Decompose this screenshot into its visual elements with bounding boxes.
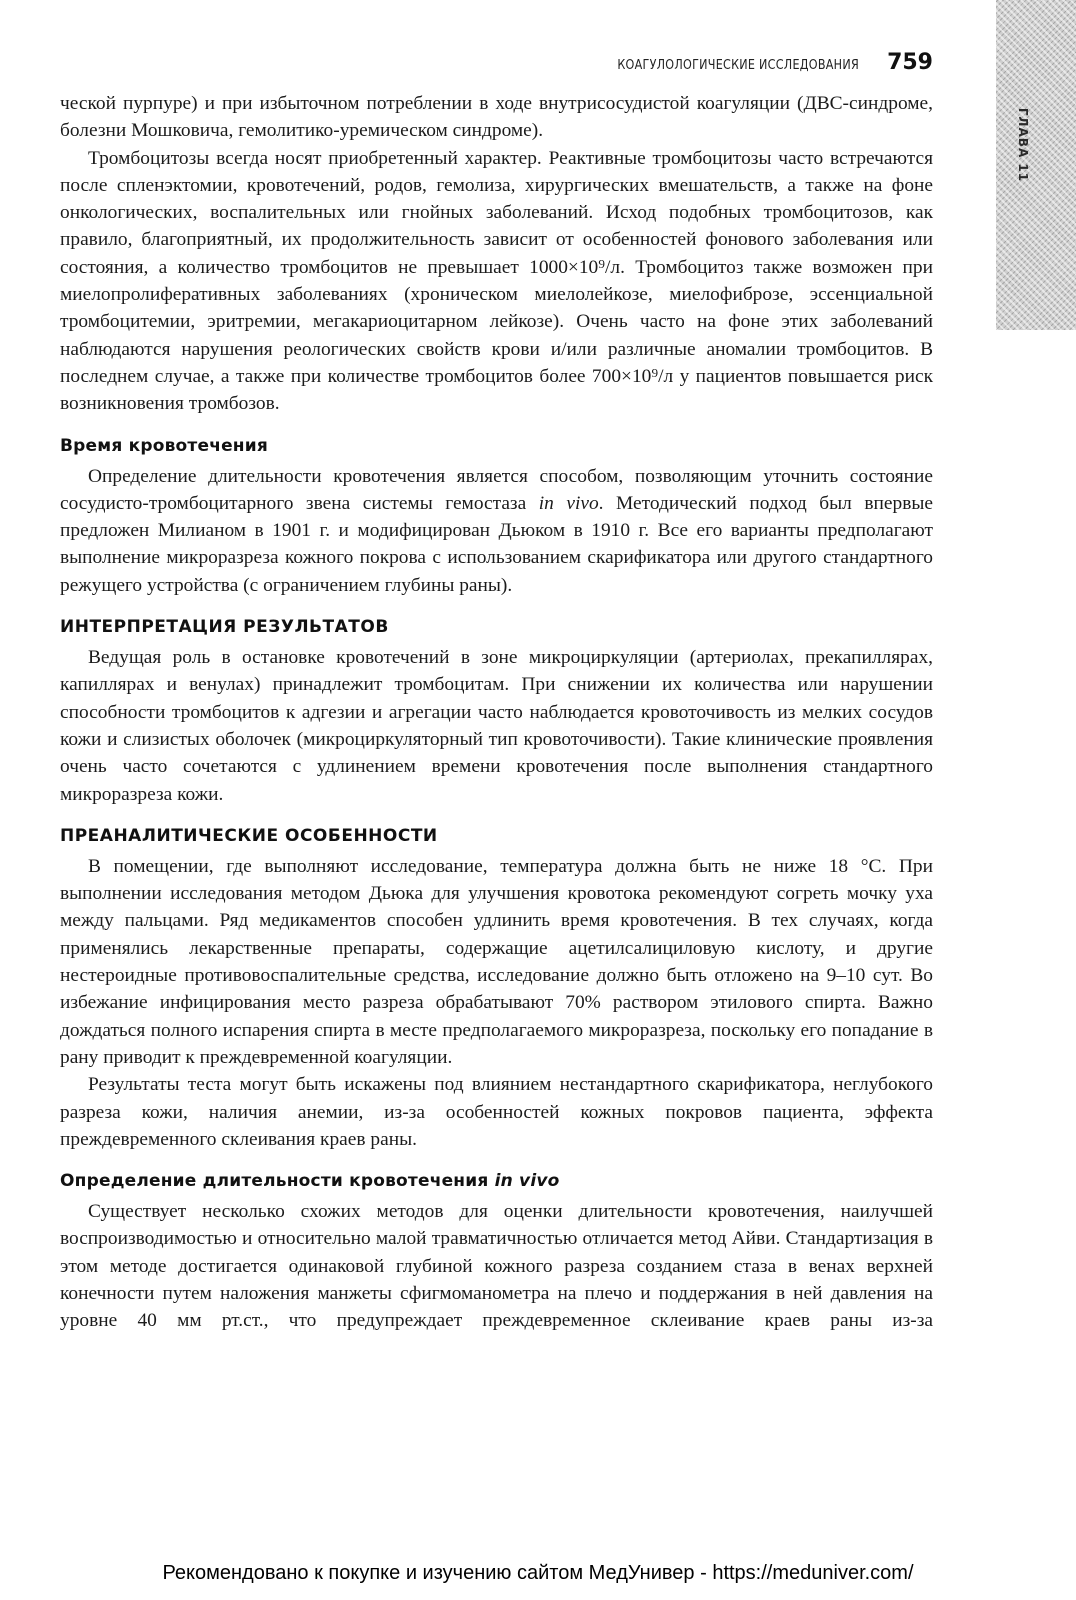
paragraph-3-text-a: Определение длительности кровотечения является способом, позволяющим уточнить состояние сосудисто-тромбоцитарного звена системы гемостаза — [60, 465, 933, 514]
heading-bleeding-time: Время кровотечения — [60, 435, 268, 456]
footer-recommendation: Рекомендовано к покупке и изучению сайтом МедУнивер - https://meduniver.com/ — [162, 1562, 914, 1584]
heading-preanalytic: ПРЕАНАЛИТИЧЕСКИЕ ОСОБЕННОСТИ — [60, 825, 438, 846]
heading-in-vivo-italic: in vivo — [494, 1171, 560, 1192]
paragraph-1: ческой пурпуре) и при избыточном потреблении в ходе внутрисосудистой коагуляции (ДВС-синдроме, болезни Мошковича, гемолитико-уремическом синдроме). — [60, 93, 933, 142]
heading-interpretation: ИНТЕРПРЕТАЦИЯ РЕЗУЛЬТАТОВ — [60, 617, 389, 638]
paragraph-2: Тромбоцитозы всегда носят приобретенный характер. Реактивные тромбоцитозы часто встречаются после спленэктомии, кровотечений, родов, гемолиза, хирургических вмешательств, а также на фоне онкологических, воспалительных или гнойных заболеваний. Исход подобных тромбоцитозов, как правило, благоприятный, их продолжительность зависит от особенностей фонового заболевания или состояния, а количество тромбоцитов не превышает 1000×10⁹/л. Тромбоцитоз также возможен при миелопролиферативных заболеваниях (хроническом миелолейкозе, миелофиброзе, эссенциальной тромбоцитемии, эритремии, мегакариоцитарном лейкозе). Очень часто на фоне этих заболеваний наблюдаются нарушения реологических свойств крови и/или различные аномалии тромбоцитов. В последнем случае, а также при количестве тромбоцитов более 700×10⁹/л у пациентов повышается риск возникновения тромбозов. — [60, 147, 933, 415]
heading-in-vivo — [60, 1168, 933, 1195]
heading-in-vivo-main: Определение длительности кровотечения — [60, 1171, 495, 1192]
chapter-tab-label-wrap — [1010, 100, 1036, 190]
paragraph-3 — [60, 463, 933, 599]
page-header — [60, 50, 933, 82]
paragraph-6: Результаты теста могут быть искажены под влиянием нестандартного скарификатора, неглубокого разреза кожи, наличия анемии, из-за особенностей кожных покровов пациента, эффекта преждевременного склеивания краев раны. — [60, 1074, 933, 1150]
paragraph-4: Ведущая роль в остановке кровотечений в зоне микроциркуляции (артериолах, прекапиллярах, капиллярах и венулах) принадлежит тромбоцитам. При снижении их количества или нарушении способности тромбоцитов к адгезии и агрегации часто наблюдается кровоточивость из мелких сосудов кожи и слизистых оболочек (микроциркуляторный тип кровоточивости). Такие клинические проявления очень часто сочетаются с удлинением времени кровотечения после выполнения стандартного микроразреза кожи. — [60, 647, 933, 805]
chapter-tab-label: ГЛАВА 11 — [1016, 107, 1030, 183]
paragraph-7: Существует несколько схожих методов для оценки длительности кровотечения, наилучшей воспроизводимостью и относительно малой травматичностью отличается метод Айви. Стандартизация в этом методе достигается одинаковой глубиной кожного разреза созданием стаза в венах верхней конечности путем наложения манжеты сфигмоманометра на плечо и поддержания в ней давления на уровне 40 мм рт.ст., что предупреждает преждевременное склеивание краев раны из-за — [60, 1201, 933, 1332]
paragraph-5: В помещении, где выполняют исследование, температура должна быть не ниже 18 °С. При выполнении исследования методом Дьюка для улучшения кровотока рекомендуют согреть мочку уха между пальцами. Ряд медикаментов способен удлинить время кровотечения. В тех случаях, когда применялись лекарственные препараты, содержащие ацетилсалициловую кислоту, и другие нестероидные противовоспалительные средства, исследование должно быть отложено на 9–10 сут. Во избежание инфицирования место разреза обрабатывают 70% раствором этилового спирта. Важно дождаться полного испарения спирта в месте предполагаемого микроразреза, поскольку его попадание в рану приводит к преждевременной коагуляции. — [60, 855, 933, 1068]
chapter-tab — [996, 0, 1076, 330]
running-title: КОАГУЛОЛОГИЧЕСКИЕ ИССЛЕДОВАНИЯ — [617, 58, 860, 73]
page-body — [60, 90, 933, 1335]
paragraph-3-italic: in vivo — [538, 492, 599, 514]
page-number: 759 — [887, 50, 933, 75]
paragraph-3-text-b: . Методический подход был впервые предложен Милианом в 1901 г. и модифицирован Дьюком в 1910 г. Все его варианты предполагают выполнение микроразреза кожного покрова с использованием скарификатора или другого стандартного режущего устройства (с ограничением глубины раны). — [60, 492, 933, 596]
